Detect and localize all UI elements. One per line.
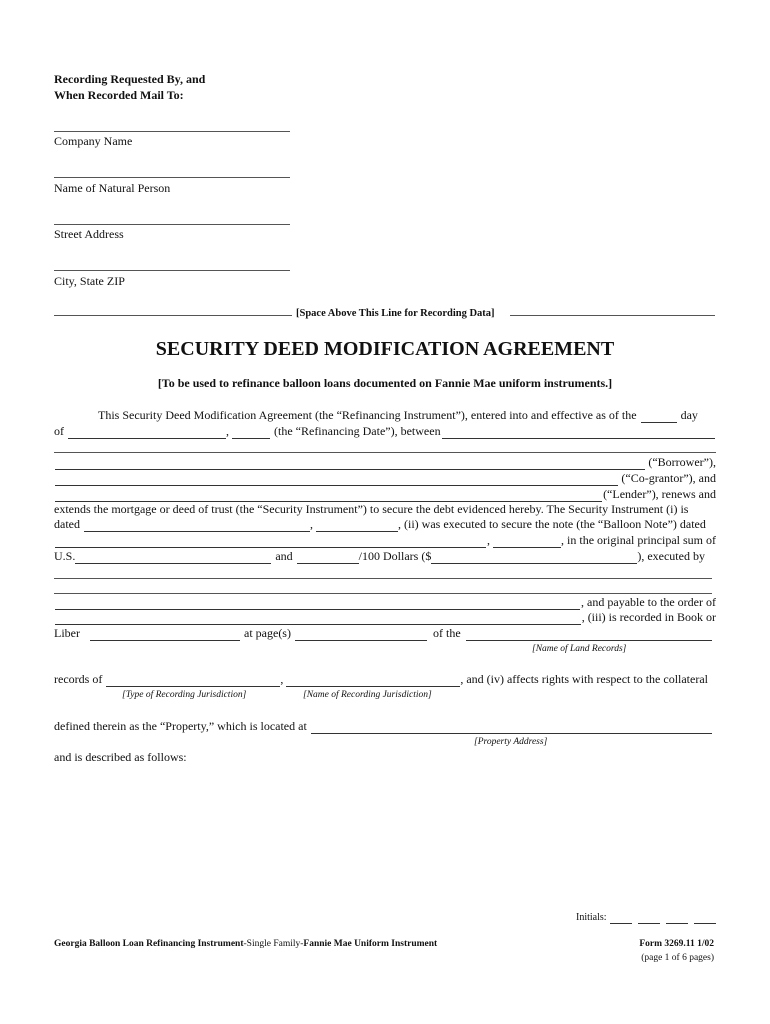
page-subtitle: [To be used to refinance balloon loans documented on Fannie Mae uniform instruments.] <box>157 376 613 390</box>
liber-label: Liber <box>54 626 80 640</box>
day-blank[interactable] <box>641 411 677 423</box>
and-label: and <box>275 549 293 563</box>
extends-text: extends the mortgage or deed of trust (the “Security Instrument”) to secure the debt evidenced hereby. The Security Instrument (i) is <box>54 502 689 516</box>
principal-line: , , in the original principal sum of <box>54 533 716 548</box>
recording-name-blank[interactable] <box>286 675 460 687</box>
street-address-line[interactable] <box>54 224 290 225</box>
liber-blank[interactable] <box>90 629 240 641</box>
at-pages-label: at page(s) <box>244 626 291 640</box>
records-of-label: records of <box>54 672 103 686</box>
of-label: of <box>54 424 64 438</box>
form-number: Form 3269.11 1/02 <box>639 939 714 949</box>
footer-normal: -Single Family- <box>243 939 304 949</box>
cograntor-blank[interactable] <box>55 474 618 486</box>
year-blank[interactable] <box>232 427 270 439</box>
amount-words-blank[interactable] <box>75 552 271 564</box>
cents-blank[interactable] <box>297 552 359 564</box>
dated-year-blank[interactable] <box>316 520 398 532</box>
company-name-line[interactable] <box>54 131 290 132</box>
principal-text: , in the original principal sum of <box>561 533 716 547</box>
borrower-blank[interactable] <box>55 458 645 470</box>
executed-by-blank-2[interactable] <box>54 593 712 594</box>
note-date-blank[interactable] <box>55 536 486 548</box>
between-blank[interactable] <box>442 427 715 439</box>
affects-text: , and (iv) affects rights with respect to the collateral <box>460 672 708 686</box>
type-jurisdiction-caption: [Type of Recording Jurisdiction] <box>122 690 247 700</box>
payable-blank[interactable] <box>55 598 580 610</box>
body-line-2: of , (the “Refinancing Date”), between <box>54 424 716 439</box>
pages-blank[interactable] <box>295 629 427 641</box>
initials-blank-3[interactable] <box>666 923 688 924</box>
intro-text: This Security Deed Modification Agreement (the “Refinancing Instrument”), entered into and effective as of the <box>98 408 637 422</box>
day-label: day <box>680 408 698 422</box>
property-address-caption: [Property Address] <box>474 737 548 747</box>
lender-line <box>54 487 716 502</box>
page-number: (page 1 of 6 pages) <box>641 953 714 963</box>
refinancing-date-text: (the “Refinancing Date”), between <box>274 424 441 438</box>
natural-person-line[interactable] <box>54 177 290 178</box>
borrower-line <box>54 455 716 470</box>
property-line <box>54 719 716 734</box>
footer-bold-1: Georgia Balloon Loan Refinancing Instrument <box>54 939 244 949</box>
defined-text: defined therein as the “Property,” which is located at <box>54 719 307 733</box>
executed-by-blank-1[interactable] <box>54 578 712 579</box>
city-state-zip-label: City, State ZIP <box>54 274 125 288</box>
lender-blank[interactable] <box>55 490 602 502</box>
party-blank-line[interactable] <box>54 452 716 453</box>
of-the-label: of the <box>432 626 461 640</box>
liber-line <box>54 626 716 641</box>
month-blank[interactable] <box>68 427 226 439</box>
recorded-book-text: , (iii) is recorded in Book or <box>581 610 716 624</box>
initials-blank-4[interactable] <box>694 923 716 924</box>
us-label: U.S. <box>54 549 76 563</box>
payable-line <box>54 595 716 610</box>
street-address-label: Street Address <box>54 227 124 241</box>
natural-person-label: Name of Natural Person <box>54 181 171 195</box>
lender-label: (“Lender”), renews and <box>603 487 716 501</box>
cograntor-label: (“Co-grantor”), and <box>621 471 716 485</box>
initials-label: Initials: <box>576 912 607 923</box>
recording-type-blank[interactable] <box>106 675 280 687</box>
hundred-dollars-label: /100 Dollars ($ <box>358 549 432 563</box>
order-of-blank[interactable] <box>55 613 581 625</box>
name-jurisdiction-caption: [Name of Recording Jurisdiction] <box>303 690 432 700</box>
footer-form-name <box>54 939 437 949</box>
divider-left <box>54 315 292 316</box>
cograntor-line <box>54 471 716 486</box>
amount-figures-blank[interactable] <box>431 552 637 564</box>
land-records-blank[interactable] <box>466 629 712 641</box>
divider-right <box>510 315 715 316</box>
recording-divider-label: [Space Above This Line for Recording Data] <box>296 308 495 319</box>
dated-label: dated <box>54 517 80 531</box>
property-address-blank[interactable] <box>311 722 712 734</box>
amount-line <box>54 549 716 564</box>
executed-by-label: ), executed by <box>637 549 705 563</box>
recording-requested-heading: Recording Requested By, and <box>54 72 206 86</box>
described-text: and is described as follows: <box>54 750 187 764</box>
borrower-label: (“Borrower”), <box>648 455 716 469</box>
executed-note-text: , (ii) was executed to secure the note (the “Balloon Note”) dated <box>398 517 706 531</box>
book-line <box>54 610 716 625</box>
when-recorded-heading: When Recorded Mail To: <box>54 88 184 102</box>
dated-blank[interactable] <box>84 520 310 532</box>
company-name-label: Company Name <box>54 134 133 148</box>
initials-blank-2[interactable] <box>638 923 660 924</box>
dated-line: dated , , (ii) was executed to secure the note (the “Balloon Note”) dated <box>54 517 706 531</box>
footer-bold-2: Fannie Mae Uniform Instrument <box>303 939 438 949</box>
payable-text: , and payable to the order of <box>581 595 716 609</box>
note-year-blank[interactable] <box>493 536 561 548</box>
page-title: SECURITY DEED MODIFICATION AGREEMENT <box>155 338 615 360</box>
body-line-1 <box>98 408 716 423</box>
initials-blank-1[interactable] <box>610 923 632 924</box>
land-records-caption: [Name of Land Records] <box>532 644 627 654</box>
city-state-zip-line[interactable] <box>54 270 290 271</box>
records-of-line: records of , , and (iv) affects rights with respect to the collateral <box>54 672 708 686</box>
